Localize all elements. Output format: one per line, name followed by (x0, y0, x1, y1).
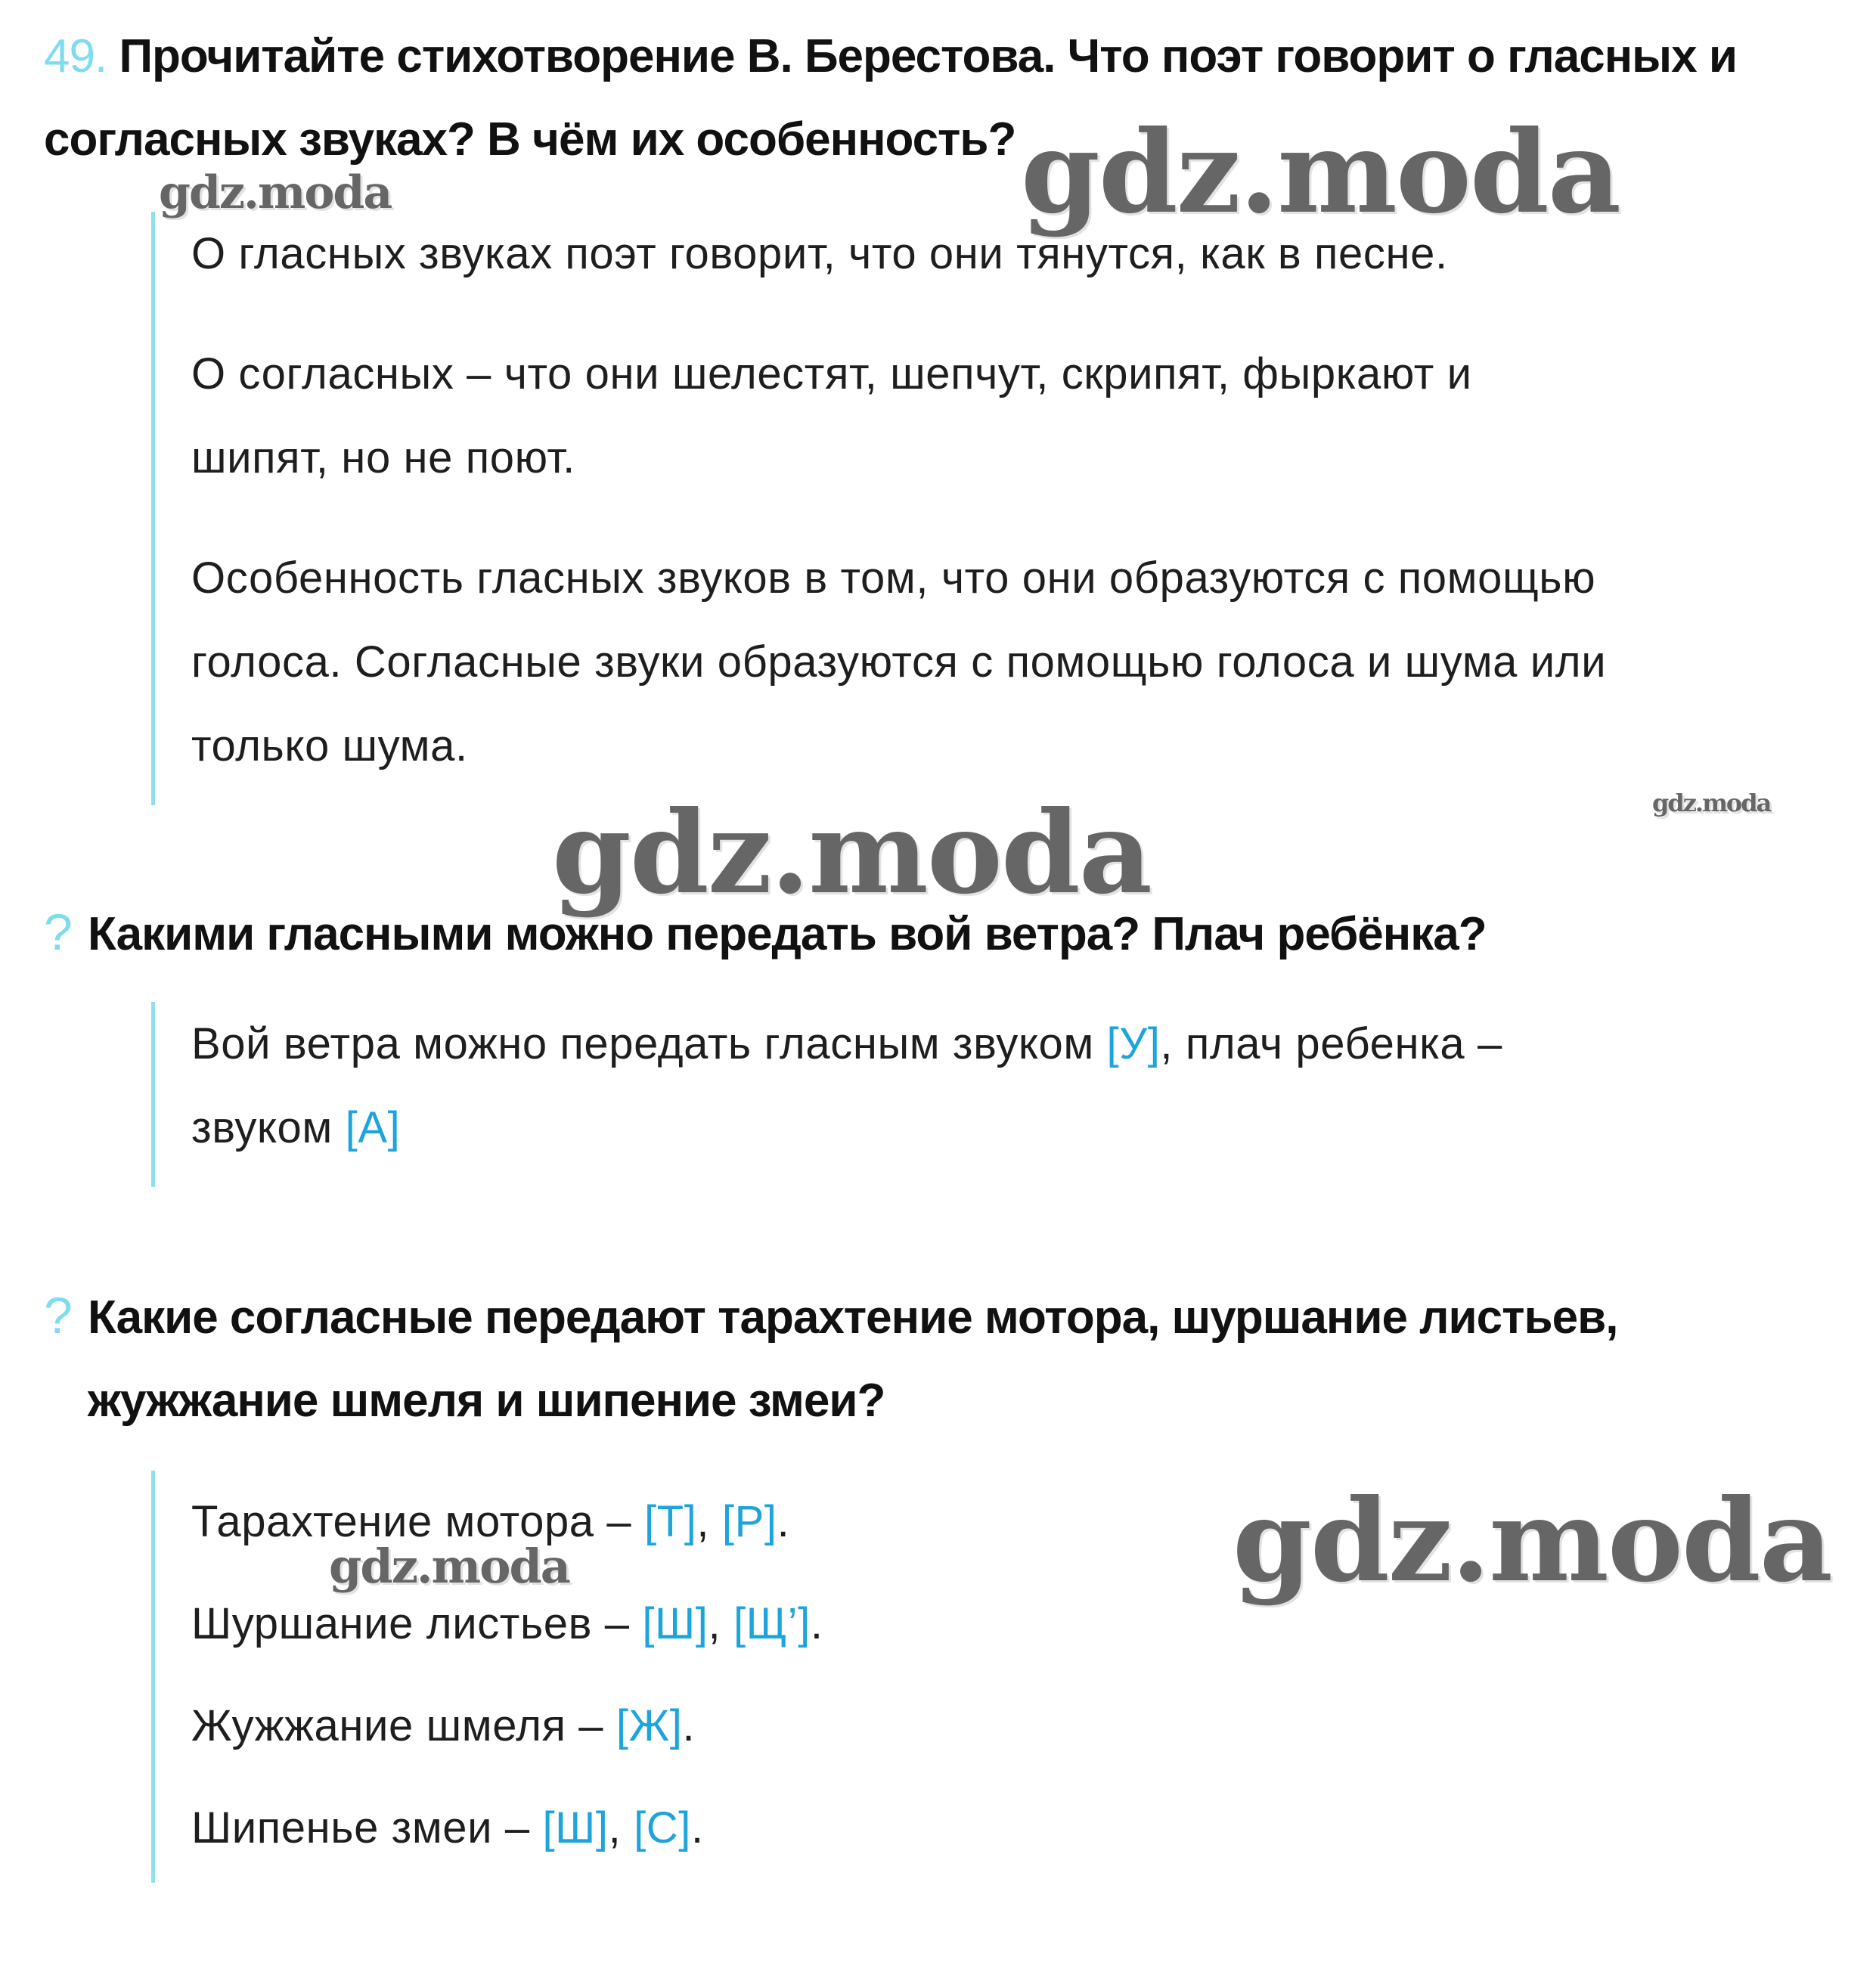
watermark: gdz.moda (159, 166, 392, 219)
answer-motor (155, 1471, 823, 1573)
watermark: gdz.moda (1233, 1474, 1832, 1607)
question-49 (44, 15, 1737, 181)
bee-label: Жужжание шмеля – (191, 1701, 616, 1750)
question-vowels-text: Какими гласными можно передать вой ветра? Плач ребёнка? (88, 908, 1487, 960)
sound-sh-2: [Ш] (542, 1803, 609, 1852)
exercise-number: 49. (44, 30, 107, 82)
answer-vowels (151, 1002, 1502, 1187)
answer-49-p3-line1: Особенность гласных звуков в том, что они образуются с помощью (191, 553, 1596, 603)
answer-49-p1: О гласных звуках поэт говорит, что они тянутся, как в песне. (191, 229, 1448, 278)
question-49-text-1: Прочитайте стихотворение В. Берестова. Что поэт говорит о гласных и (119, 30, 1737, 82)
period: . (682, 1701, 696, 1750)
answer-vowels-text-2: , плач ребенка – (1160, 1019, 1502, 1068)
question-mark-icon: ? (44, 1287, 72, 1344)
watermark: gdz.moda (329, 1539, 569, 1594)
question-consonants (44, 1274, 1617, 1443)
answer-vowels-line1 (155, 1002, 1502, 1086)
snake-label: Шипенье змеи – (191, 1803, 543, 1852)
question-consonants-line2: жужжание шмеля и шипение змеи? (88, 1375, 885, 1427)
answer-bee (155, 1675, 823, 1777)
question-49-line2: согласных звуках? В чём их особенность? (44, 113, 1016, 166)
separator: , (708, 1599, 733, 1648)
answer-49-p2-line2: шипят, но не поют. (191, 433, 575, 482)
question-49-line1 (44, 15, 1737, 98)
watermark: gdz.moda (1652, 789, 1771, 817)
separator: , (608, 1803, 634, 1852)
question-mark-icon: ? (44, 904, 72, 961)
separator: , (696, 1497, 722, 1546)
period: . (810, 1599, 823, 1648)
question-vowels (44, 891, 1487, 976)
answer-snake (155, 1777, 823, 1879)
sound-a: [А] (345, 1103, 401, 1152)
watermark: gdz.moda (552, 786, 1152, 919)
answer-vowels-line2 (155, 1086, 1502, 1170)
answer-leaves (155, 1573, 823, 1675)
answer-vowels-text-3: звуком (191, 1103, 346, 1152)
answer-consonants (151, 1471, 823, 1883)
sound-t: [Т] (643, 1497, 697, 1546)
sound-sh: [Ш] (642, 1599, 709, 1648)
answer-49-p3-line2: голоса. Согласные звуки образуются с помощью голоса и шума или (191, 637, 1607, 687)
motor-label: Тарахтение мотора – (191, 1497, 644, 1546)
sound-u: [У] (1106, 1019, 1161, 1068)
sound-zh: [Ж] (616, 1701, 683, 1750)
answer-49-p3-line3: только шума. (191, 721, 468, 770)
answer-49-p2-line1: О согласных – что они шелестят, шепчут, скрипят, фыркают и (191, 349, 1472, 398)
sound-s: [С] (634, 1803, 691, 1852)
period: . (777, 1497, 790, 1546)
question-consonants-line1 (44, 1274, 1617, 1359)
watermark: gdz.moda (1021, 106, 1620, 239)
sound-r: [Р] (721, 1497, 777, 1546)
answer-vowels-text-1: Вой ветра можно передать гласным звуком (191, 1019, 1107, 1068)
leaves-label: Шуршание листьев – (191, 1599, 643, 1648)
sound-shch: [Щ’] (733, 1599, 811, 1648)
question-consonants-text-1: Какие согласные передают тарахтение мотора, шуршание листьев, (88, 1291, 1618, 1344)
answer-49 (151, 212, 1606, 805)
period: . (691, 1803, 704, 1852)
